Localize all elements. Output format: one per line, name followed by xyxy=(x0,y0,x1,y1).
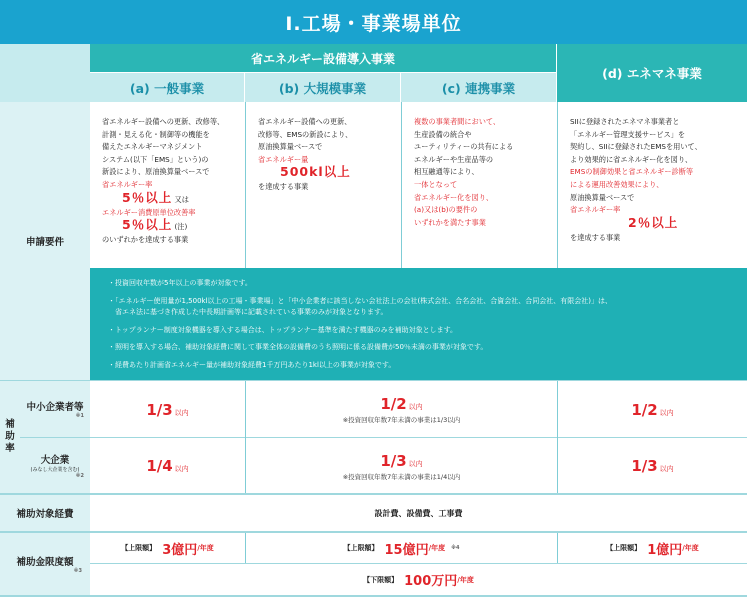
rate-unit: 以内 xyxy=(408,459,423,468)
requirement-d xyxy=(558,102,747,268)
subsidy-rate-label: 補助率 xyxy=(0,381,20,493)
req-a-big1: 5％以上 xyxy=(122,189,173,205)
limit-unit: /年度 xyxy=(197,544,214,552)
req-c-red5: いずれかを満たす事業 xyxy=(414,217,486,227)
rate-large-a xyxy=(90,438,245,493)
divider xyxy=(401,102,402,268)
req-c-red2: 一体となって xyxy=(414,179,458,189)
limit-d xyxy=(558,533,747,563)
large-note: ※2 xyxy=(75,473,84,479)
req-c-text3: エネルギーや生産品等の xyxy=(414,154,494,164)
note-item: ・「エネルギー使用量が1,500kl以上の工場・事業場」と「中小企業者に該当しない会社法上の会社(株式会社、合名会社、合資会社、合同会社、有限会社)」は、 xyxy=(108,296,612,305)
upper-label: 【上限額】 xyxy=(606,544,642,552)
note-item: ・照明を導入する場合、補助対象経費に関して事業全体の設備費のうち照明に係る設備費が50％未満の事業が対象です。 xyxy=(108,343,488,351)
rate-value: 1/3 xyxy=(631,457,658,475)
note-item: ・経費あたり計画省エネルギー量が補助対象経費1千万円あたり1kl以上の事業が対象です。 xyxy=(108,360,396,369)
requirements-label: 申請要件 xyxy=(0,102,90,380)
divider xyxy=(20,437,747,438)
req-c-text4: 相互融通等により、 xyxy=(414,167,479,177)
req-d-red3: 省エネルギー率 xyxy=(570,205,621,215)
note-item: ・トップランナー制度対象機器を導入する場合は、トップランナー基準を満たす機器のみを補助対象とします。 xyxy=(108,325,458,334)
limit-unit: /年度 xyxy=(428,544,446,552)
rate-sme-a xyxy=(90,381,245,437)
limit-note: ※3 xyxy=(73,568,82,574)
limit-label-text: 補助金限度額 xyxy=(16,557,74,568)
divider xyxy=(245,381,246,493)
limit-lower xyxy=(90,564,747,595)
req-b-text1: 省エネルギー設備への更新、 xyxy=(258,117,352,126)
col-c-header: (c) 連携事業 xyxy=(401,73,556,102)
requirement-a xyxy=(90,102,245,268)
header-corner xyxy=(0,44,90,102)
requirement-c xyxy=(402,102,557,268)
rate-unit: 以内 xyxy=(174,408,189,417)
col-a-header: (a) 一般事業 xyxy=(90,73,244,102)
req-c-text2: ユーティリティーの共有による xyxy=(414,142,514,152)
req-c-red1: 複数の事業者間において、 xyxy=(414,117,501,126)
req-c-red4: (a)又は(b)の要件の xyxy=(414,205,478,215)
limit-value: 3億円 xyxy=(162,542,198,558)
req-a-big2: 5％以上 xyxy=(122,217,173,233)
req-d-end: を達成する事業 xyxy=(570,232,621,242)
req-d-red1: EMSの制御効果と省エネルギー診断等 xyxy=(570,167,694,177)
note-item: ・投資回収年数が5年以上の事業が対象です。 xyxy=(108,279,252,287)
divider xyxy=(245,533,246,563)
rate-value: 1/3 xyxy=(380,451,407,470)
large-label-text: 大企業 xyxy=(40,455,70,466)
req-b-text2: 改修等、EMSの新設により、 xyxy=(258,129,353,139)
divider xyxy=(557,381,558,493)
note-item: 省エネ法に基づき作成した中長期計画等に記載されている事業のみが対象となります。 xyxy=(108,308,388,316)
limit-value: 15億円 xyxy=(384,542,429,558)
rate-sme-bc xyxy=(246,381,557,437)
upper-label: 【上限額】 xyxy=(121,544,157,552)
limit-unit: /年度 xyxy=(682,544,699,552)
req-a-text5: 新設により、原油換算量ベースで xyxy=(102,167,210,177)
eligible-costs-label: 補助対象経費 xyxy=(0,495,90,531)
upper-label: 【上限額】 xyxy=(343,544,379,552)
req-d-text3: 契約し、SIIに登録されたEMSを用いて、 xyxy=(570,142,702,152)
requirements-notes xyxy=(90,268,747,380)
req-d-text1: SIIに登録されたエネマネ事業者と xyxy=(570,117,680,126)
requirement-b xyxy=(246,102,401,268)
req-a-text3: 備えたエネルギーマネジメント xyxy=(102,142,203,152)
rate-unit: 以内 xyxy=(408,403,423,411)
req-c-text1: 生産設備の統合や xyxy=(414,129,472,139)
req-d-text5: 原油換算量ベースで xyxy=(570,192,635,202)
sme-note: ※1 xyxy=(75,413,84,419)
sme-label-text: 中小企業者等 xyxy=(26,402,84,413)
req-b-end: を達成する事業 xyxy=(258,182,309,192)
req-a-end: のいずれかを達成する事業 xyxy=(102,235,189,245)
limit-bc-note: ※4 xyxy=(451,545,460,551)
req-d-text2: 「エネルギー管理支援サービス」を xyxy=(570,129,686,139)
rate-value: 1/2 xyxy=(380,395,407,413)
req-a-red1: 省エネルギー率 xyxy=(102,179,153,189)
rate-sme-d xyxy=(558,381,747,437)
divider xyxy=(557,533,558,563)
req-c-red3: 省エネルギー化を図り、 xyxy=(414,192,494,202)
req-b-red1: 省エネルギー量 xyxy=(258,154,309,164)
rate-value: 1/3 xyxy=(146,400,173,419)
large-label xyxy=(20,438,90,493)
rate-note: ※投資回収年数7年未満の事業は1/3以内 xyxy=(342,416,461,424)
divider xyxy=(0,380,747,381)
limit-a xyxy=(90,533,245,563)
rate-value: 1/2 xyxy=(631,400,658,419)
req-a-red2: エネルギー消費原単位改善率 xyxy=(102,207,196,217)
limit-value: 100万円 xyxy=(404,574,458,589)
req-a-text4: システム(以下「EMS」という)の xyxy=(102,154,209,164)
col-b-header: (b) 大規模事業 xyxy=(245,73,400,102)
lower-label: 【下限額】 xyxy=(363,575,399,584)
rate-value: 1/4 xyxy=(146,457,173,475)
rate-unit: 以内 xyxy=(659,465,674,473)
rate-unit: 以内 xyxy=(174,465,189,473)
req-a-text2: 計測・見える化・制御等の機能を xyxy=(102,129,210,139)
req-a-note: (注) xyxy=(174,222,188,232)
rate-large-bc xyxy=(246,438,557,493)
req-d-red2: による運用改善効果により、 xyxy=(570,179,664,189)
divider xyxy=(245,102,246,268)
group-header: 省エネルギー設備導入事業 xyxy=(90,44,556,72)
req-a-or: 又は xyxy=(174,194,189,204)
req-d-big1: 2％以上 xyxy=(628,214,679,230)
rate-note: ※投資回収年数7年未満の事業は1/4以内 xyxy=(342,472,461,481)
rate-large-d xyxy=(558,438,747,493)
sme-label xyxy=(20,381,90,437)
limit-label xyxy=(0,533,90,595)
limit-value: 1億円 xyxy=(647,542,683,558)
divider xyxy=(557,102,558,268)
col-d-header: (d) エネマネ事業 xyxy=(557,44,747,102)
eligible-costs-value: 設計費、設備費、工事費 xyxy=(90,495,747,531)
req-d-text4: より効果的に省エネルギー化を図り、 xyxy=(570,154,693,164)
req-a-text1: 省エネルギー設備への更新、改修等、 xyxy=(102,117,225,126)
req-b-big1: 500kl以上 xyxy=(280,164,351,180)
limit-unit: /年度 xyxy=(457,575,474,584)
page-title: Ⅰ.工場・事業場単位 xyxy=(0,0,747,44)
limit-bc xyxy=(246,533,557,563)
rate-unit: 以内 xyxy=(659,408,674,417)
large-label-sub: (みなし大企業を含む) xyxy=(30,467,80,473)
req-b-text3: 原油換算量ベースで xyxy=(258,142,323,152)
